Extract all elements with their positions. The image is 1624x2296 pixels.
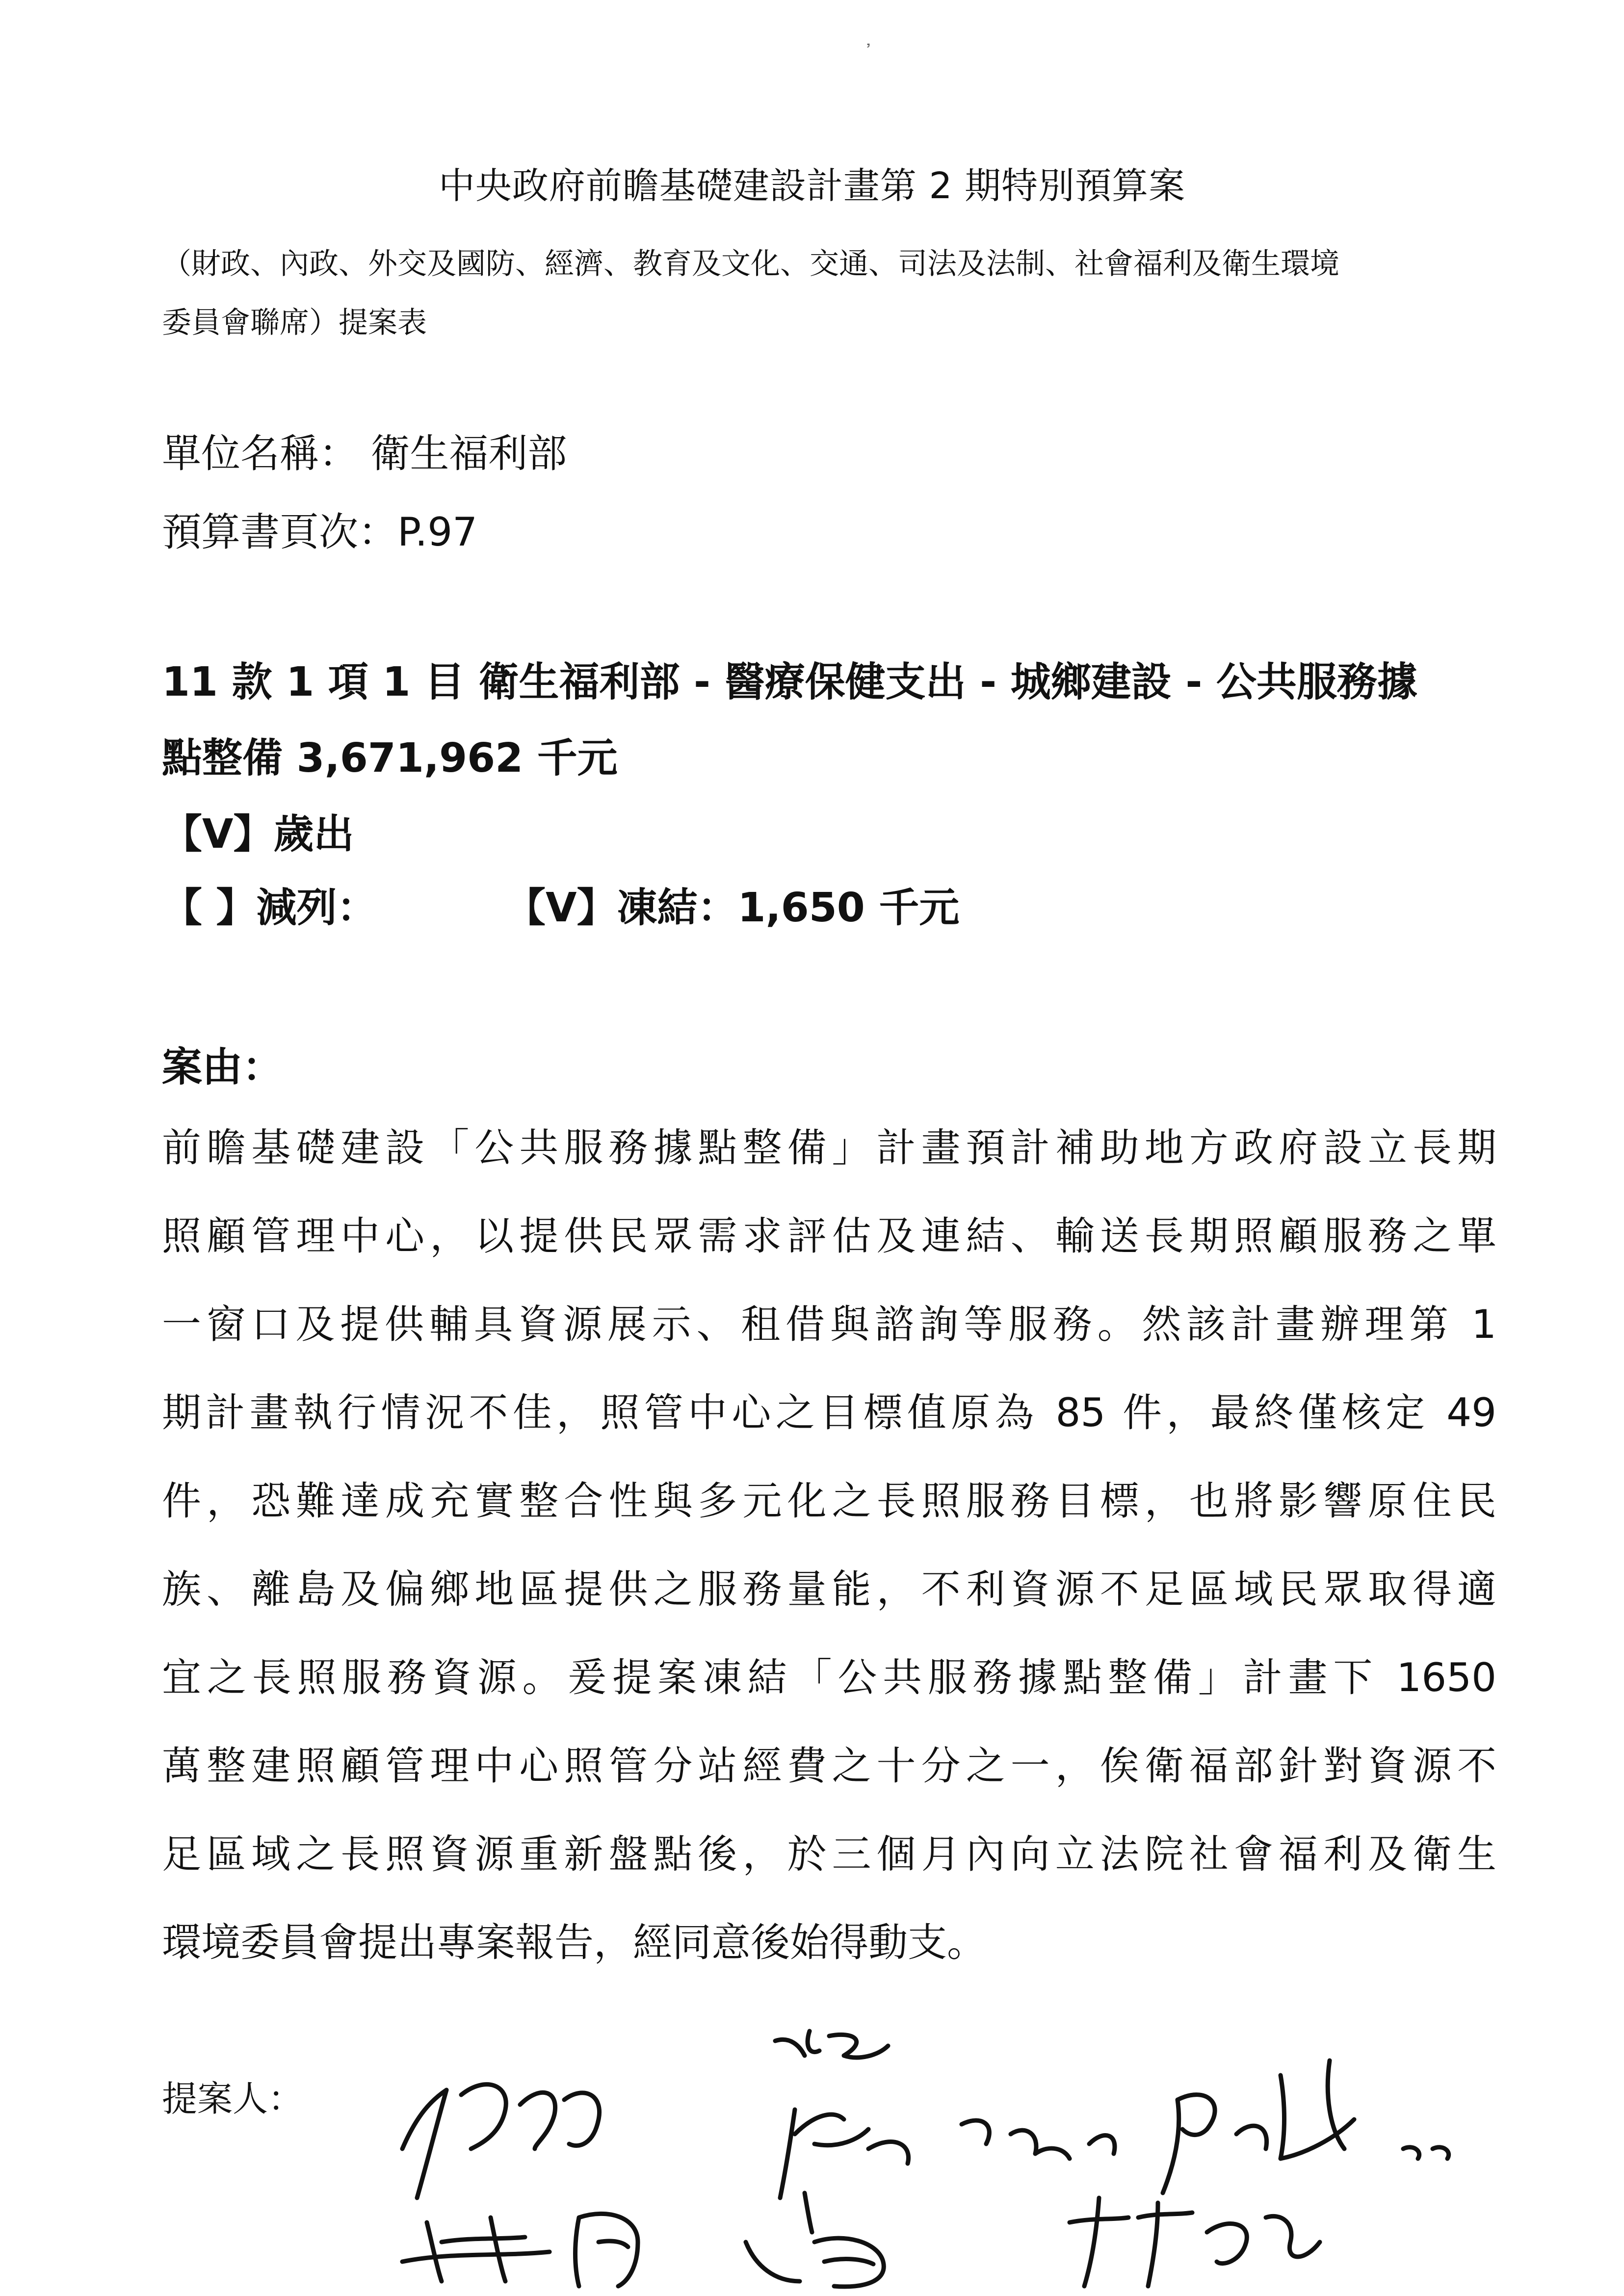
expense-checkbox-line: 【V】歲出 <box>162 811 354 858</box>
reason-line: 期計畫執行情況不佳，照管中心之目標值原為 85 件，最終僅核定 49 <box>162 1390 1496 1435</box>
reason-line-last: 環境委員會提出專案報告，經同意後始得動支。 <box>162 1920 986 1965</box>
reason-line: 件，恐難達成充實整合性與多元化之長照服務目標，也將影響原住民 <box>162 1478 1496 1524</box>
unit-name: 單位名稱： 衛生福利部 <box>162 431 567 476</box>
freeze-checkbox-line: 【V】凍結：1,650 千元 <box>505 885 960 931</box>
budget-item-line-2: 點整備 3,671,962 千元 <box>162 735 618 782</box>
budget-item-line-1: 11 款 1 項 1 目 衛生福利部 - 醫療保健支出 - 城鄉建設 - 公共服務據 <box>162 659 1417 705</box>
reason-line: 照顧管理中心，以提供民眾需求評估及連結、輸送長期照顧服務之單 <box>162 1213 1496 1259</box>
committee-line-2: 委員會聯席）提案表 <box>162 306 427 340</box>
budget-page: 預算書頁次：P.97 <box>162 509 478 555</box>
committee-line-1: （財政、內政、外交及國防、經濟、教育及文化、交通、司法及法制、社會福利及衛生環境 <box>162 247 1339 281</box>
scan-mark: ᾽ <box>864 42 873 64</box>
document-title: 中央政府前瞻基礎建設計畫第 2 期特別預算案 <box>438 165 1186 207</box>
reason-line: 宜之長照服務資源。爰提案凍結「公共服務據點整備」計畫下 1650 <box>162 1655 1496 1700</box>
proposer-label: 提案人： <box>162 2078 304 2119</box>
reason-heading: 案由： <box>162 1044 283 1091</box>
reason-line: 前瞻基礎建設「公共服務據點整備」計畫預計補助地方政府設立長期 <box>162 1125 1496 1171</box>
reason-line: 一窗口及提供輔具資源展示、租借與諮詢等服務。然該計畫辦理第 1 <box>162 1302 1496 1347</box>
reason-line: 足區域之長照資源重新盤點後，於三個月內向立法院社會福利及衛生 <box>162 1831 1496 1877</box>
reduce-checkbox-line: 【 】減列： <box>162 885 377 931</box>
reason-line: 萬整建照顧管理中心照管分站經費之十分之一，俟衛福部針對資源不 <box>162 1743 1496 1789</box>
reason-line: 族、離島及偏鄉地區提供之服務量能，不利資源不足區域民眾取得適 <box>162 1566 1496 1612</box>
handwritten-signatures <box>373 1987 1477 2291</box>
